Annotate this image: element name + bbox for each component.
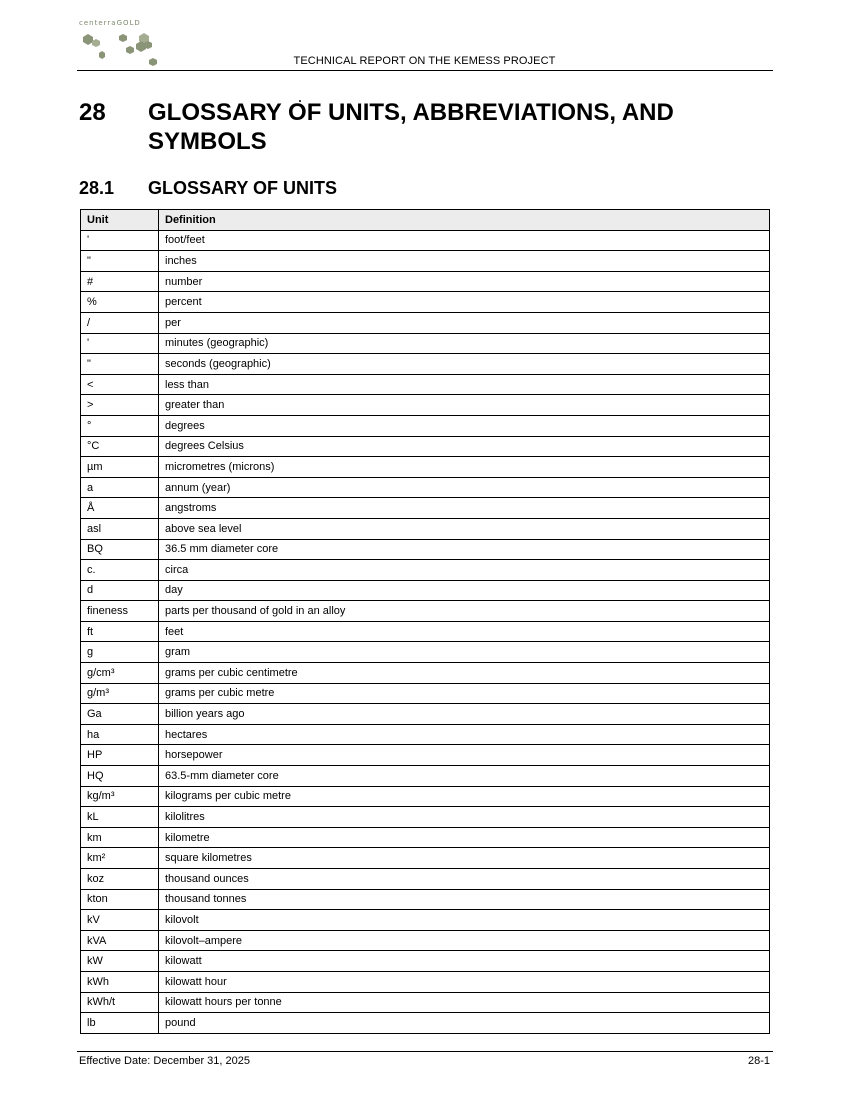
table-row [81, 621, 770, 642]
table-row [81, 601, 770, 622]
definition-cell: thousand tonnes [159, 889, 770, 910]
definition-cell: parts per thousand of gold in an alloy [159, 601, 770, 622]
unit-cell: Å [81, 498, 159, 519]
unit-cell: kWh/t [81, 992, 159, 1013]
definition-cell: grams per cubic centimetre [159, 663, 770, 684]
table-row [81, 251, 770, 272]
definition-cell: above sea level [159, 518, 770, 539]
header-rule [77, 70, 773, 71]
definition-cell: pound [159, 1013, 770, 1034]
unit-cell: # [81, 271, 159, 292]
unit-cell: c. [81, 560, 159, 581]
unit-cell: g/m³ [81, 683, 159, 704]
definition-cell: gram [159, 642, 770, 663]
table-row [81, 766, 770, 787]
section-title: GLOSSARY OF UNITS [148, 178, 338, 198]
table-row [81, 724, 770, 745]
logo-wordmark: centerraGOLD [79, 19, 141, 27]
unit-cell: kV [81, 910, 159, 931]
table-row [81, 910, 770, 931]
definition-cell: angstroms [159, 498, 770, 519]
table-row [81, 930, 770, 951]
definition-cell: minutes (geographic) [159, 333, 770, 354]
table-row [81, 498, 770, 519]
table-row [81, 560, 770, 581]
column-header-unit: Unit [81, 210, 159, 231]
unit-cell: fineness [81, 601, 159, 622]
unit-cell: ' [81, 333, 159, 354]
table-body [81, 230, 770, 1033]
definition-cell: 36.5 mm diameter core [159, 539, 770, 560]
unit-cell: g [81, 642, 159, 663]
unit-cell: > [81, 395, 159, 416]
table-row [81, 415, 770, 436]
definition-cell: degrees [159, 415, 770, 436]
unit-cell: ' [81, 230, 159, 251]
table-row [81, 477, 770, 498]
unit-cell: koz [81, 869, 159, 890]
definition-cell: kilovolt–ampere [159, 930, 770, 951]
unit-cell: HQ [81, 766, 159, 787]
definition-cell: annum (year) [159, 477, 770, 498]
definition-cell: horsepower [159, 745, 770, 766]
definition-cell: kilowatt hour [159, 971, 770, 992]
unit-cell: kL [81, 807, 159, 828]
table-row [81, 312, 770, 333]
section-number: 28.1 [79, 178, 115, 198]
unit-cell: ha [81, 724, 159, 745]
definition-cell: inches [159, 251, 770, 272]
definition-cell: kilovolt [159, 910, 770, 931]
definition-cell: hectares [159, 724, 770, 745]
definition-cell: kilolitres [159, 807, 770, 828]
definition-cell: circa [159, 560, 770, 581]
table-row [81, 374, 770, 395]
table-row [81, 457, 770, 478]
column-header-definition: Definition [159, 210, 770, 231]
unit-cell: < [81, 374, 159, 395]
table-row [81, 704, 770, 725]
table-row [81, 354, 770, 375]
page-number: 28-1 [747, 1055, 770, 1067]
table-row [81, 951, 770, 972]
definition-cell: day [159, 580, 770, 601]
unit-cell: asl [81, 518, 159, 539]
glossary-table [80, 209, 770, 1034]
unit-cell: " [81, 251, 159, 272]
unit-cell: kWh [81, 971, 159, 992]
table-header-row [81, 210, 770, 231]
unit-cell: kg/m³ [81, 786, 159, 807]
unit-cell: " [81, 354, 159, 375]
table-row [81, 663, 770, 684]
table-row [81, 539, 770, 560]
table-row [81, 333, 770, 354]
definition-cell: degrees Celsius [159, 436, 770, 457]
table-row [81, 869, 770, 890]
table-row [81, 848, 770, 869]
unit-cell: Ga [81, 704, 159, 725]
definition-cell: kilowatt hours per tonne [159, 992, 770, 1013]
table-row [81, 745, 770, 766]
table-row [81, 580, 770, 601]
definition-cell: kilometre [159, 827, 770, 848]
table-row [81, 518, 770, 539]
definition-cell: 63.5-mm diameter core [159, 766, 770, 787]
unit-cell: µm [81, 457, 159, 478]
definition-cell: billion years ago [159, 704, 770, 725]
table-row [81, 786, 770, 807]
unit-cell: kW [81, 951, 159, 972]
unit-cell: kVA [81, 930, 159, 951]
table-row [81, 683, 770, 704]
unit-cell: lb [81, 1013, 159, 1034]
unit-cell: % [81, 292, 159, 313]
definition-cell: kilowatt [159, 951, 770, 972]
unit-cell: kton [81, 889, 159, 910]
table-row [81, 230, 770, 251]
table-row [81, 292, 770, 313]
table-row [81, 1013, 770, 1034]
definition-cell: foot/feet [159, 230, 770, 251]
definition-cell: feet [159, 621, 770, 642]
table-row [81, 271, 770, 292]
table-row [81, 642, 770, 663]
unit-cell: BQ [81, 539, 159, 560]
definition-cell: square kilometres [159, 848, 770, 869]
chapter-title: GLOSSARY OF UNITS, ABBREVIATIONS, AND SYMBOLS [148, 99, 674, 155]
unit-cell: ° [81, 415, 159, 436]
definition-cell: thousand ounces [159, 869, 770, 890]
unit-cell: km [81, 827, 159, 848]
report-header-title: TECHNICAL REPORT ON THE KEMESS PROJECT [293, 55, 556, 67]
unit-cell: ft [81, 621, 159, 642]
chapter-number: 28 [79, 99, 106, 126]
table-row [81, 395, 770, 416]
definition-cell: number [159, 271, 770, 292]
unit-cell: km² [81, 848, 159, 869]
definition-cell: micrometres (microns) [159, 457, 770, 478]
table-row [81, 889, 770, 910]
unit-cell: / [81, 312, 159, 333]
definition-cell: grams per cubic metre [159, 683, 770, 704]
table-row [81, 807, 770, 828]
definition-cell: per [159, 312, 770, 333]
table-row [81, 827, 770, 848]
unit-cell: g/cm³ [81, 663, 159, 684]
unit-cell: d [81, 580, 159, 601]
unit-cell: HP [81, 745, 159, 766]
table-row [81, 971, 770, 992]
effective-date: Effective Date: December 31, 2025 [79, 1055, 251, 1067]
definition-cell: greater than [159, 395, 770, 416]
table-row [81, 436, 770, 457]
unit-cell: °C [81, 436, 159, 457]
definition-cell: kilograms per cubic metre [159, 786, 770, 807]
definition-cell: seconds (geographic) [159, 354, 770, 375]
footer-rule [77, 1051, 773, 1052]
table-row [81, 992, 770, 1013]
definition-cell: less than [159, 374, 770, 395]
unit-cell: a [81, 477, 159, 498]
definition-cell: percent [159, 292, 770, 313]
